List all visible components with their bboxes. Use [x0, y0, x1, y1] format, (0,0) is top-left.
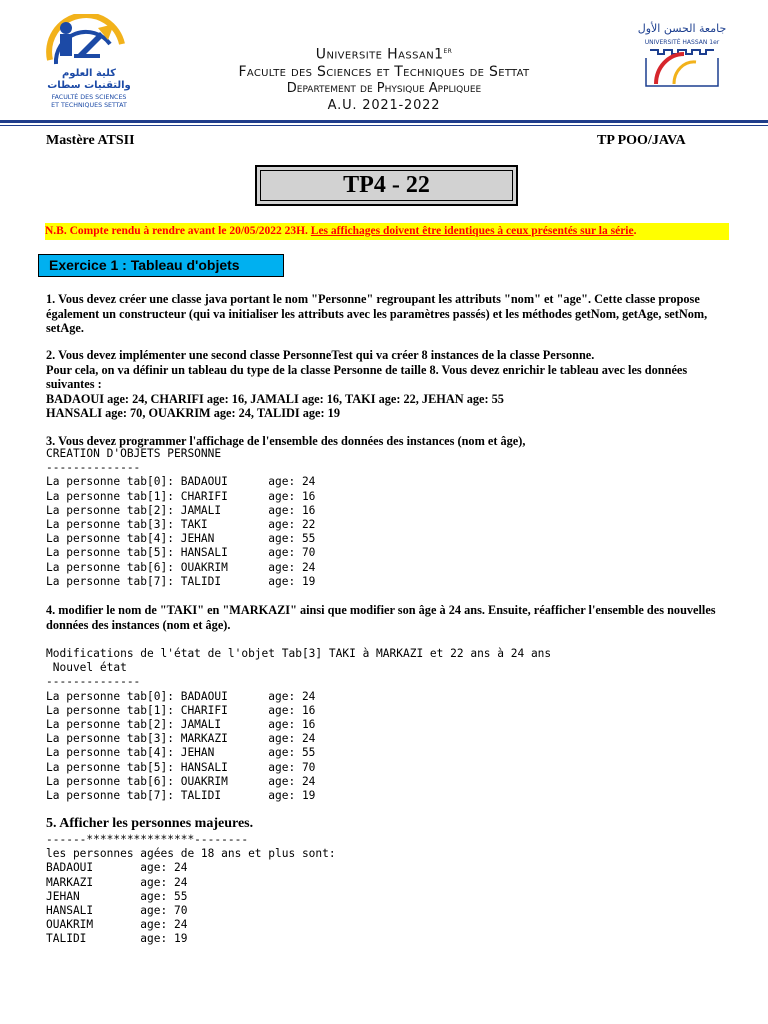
svg-text:UNIVERSITÉ HASSAN 1er: UNIVERSITÉ HASSAN 1er [644, 39, 720, 46]
console-output-2: Modifications de l'état de l'objet Tab[3] TAKI à MARKAZI et 22 ans à 24 ans Nouvel état -------------- La personne tab[0]: BADAOUI age: 24 La personne tab[1]: CHARIFI age: 16 La personne tab[2]: JAMALI age: 16 La personne tab[3]: MARKAZI age: 24 La personne tab[4]: JEHAN age: 55 La personne tab[5]: HANSALI age: 70 La personne tab[6]: OUAKRIM age: 24 La personne tab[7]: TALIDI age: 19 [46, 647, 552, 803]
academic-year: A.U. 2021-2022 [327, 98, 441, 113]
program-label: Mastère ATSII [46, 133, 135, 148]
tp-title: TP4 - 22 [260, 170, 513, 201]
question-5: 5. Afficher les personnes majeures. [46, 816, 254, 831]
header-rule-thick [0, 120, 768, 123]
faculty-name: Faculte des Sciences et Techniques de Settat [238, 64, 530, 80]
question-4: 4. modifier le nom de "TAKI" en "MARKAZI" ainsi que modifier son âge à 24 ans. Ensuite, réafficher l'ensemble des nouvelles données des instances (nom et âge). [46, 603, 716, 632]
svg-text:كلية العلوم: كلية العلوم [61, 68, 117, 79]
console-output-1: CREATION D'OBJETS PERSONNE -------------- La personne tab[0]: BADAOUI age: 24 La personne tab[1]: CHARIFI age: 16 La personne tab[2]: JAMALI age: 16 La personne tab[3]: TAKI age: 22 La personne tab[4]: JEHAN age: 55 La personne tab[5]: HANSALI age: 70 La personne tab[6]: OUAKRIM age: 24 La personne tab[7]: TALIDI age: 19 [46, 447, 316, 588]
course-label: TP POO/JAVA [597, 133, 686, 148]
svg-text:والتقنيات سطات: والتقنيات سطات [47, 80, 131, 91]
department-name: Departement de Physique Appliquee [286, 81, 482, 96]
svg-text:جامعة الحسن الأول: جامعة الحسن الأول [637, 22, 727, 35]
svg-text:FACULTÉ DES SCIENCES: FACULTÉ DES SCIENCES [51, 94, 127, 101]
university-logo [622, 18, 742, 90]
tp-title-box [255, 165, 518, 206]
faculty-logo [30, 14, 148, 118]
header-rule-thin [0, 125, 768, 126]
question-3: 3. Vous devez programmer l'affichage de l'ensemble des données des instances (nom et âge), [46, 434, 526, 448]
console-output-3: ------****************-------- les personnes agées de 18 ans et plus sont: BADAOUI age: 24 MARKAZI age: 24 JEHAN age: 55 HANSALI age: 70 OUAKRIM age: 24 TALIDI age: 19 [46, 833, 336, 946]
question-1: 1. Vous devez créer une classe java portant le nom "Personne" regroupant les attributs "nom" et "age". Cette classe propose également un constructeur (qui va initialiser les attributs avec les paramètres passés) et les méthodes getNom, getAge, setNom, setAge. [46, 292, 708, 335]
svg-text:ET TECHNIQUES SETTAT: ET TECHNIQUES SETTAT [51, 102, 127, 109]
university-name: Universite Hassan1er [315, 46, 453, 63]
question-2: 2. Vous devez implémenter une second classe PersonneTest qui va créer 8 instances de la classe Personne. Pour cela, on va définir un tableau du type de la classe Personne de taille 8. Vous devez enrichir le tableau avec les données suivantes : BADAOUI age: 24, CHARIFI age: 16, JAMALI age: 16, TAKI age: 22, JEHAN age: 55 HANSALI age: 70, OUAKRIM age: 24, TALIDI age: 19 [46, 348, 688, 420]
exercise-title: Exercice 1 : Tableau d'objets [38, 254, 284, 277]
notice-banner: N.B. Compte rendu à rendre avant le 20/05/2022 23H. Les affichages doivent être identiques à ceux présentés sur la série. [45, 223, 729, 240]
